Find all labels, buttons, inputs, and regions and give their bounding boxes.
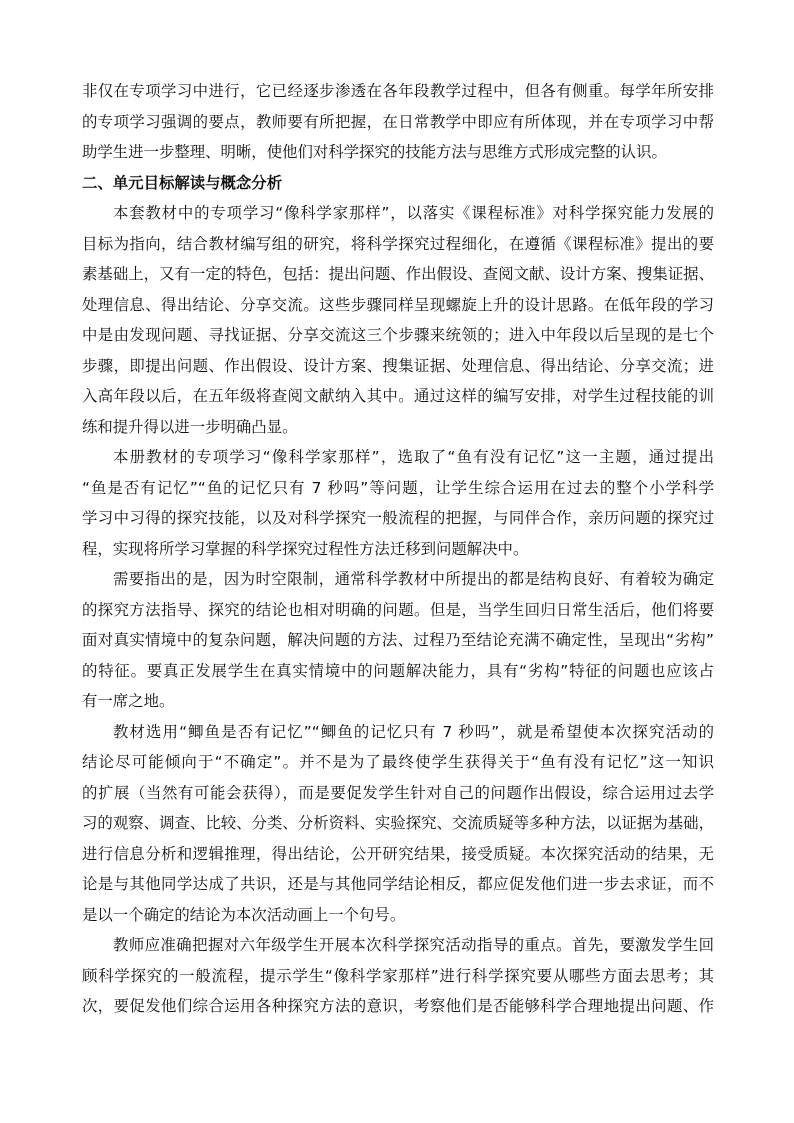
paragraph-line: 的扩展（当然有可能会获得），而是要促发学生针对自己的问题作出假设，综合运用过去学 (82, 783, 714, 802)
paragraph-line: 素基础上，又有一定的特色，包括：提出问题、作出假设、查阅文献、设计方案、搜集证据、 (82, 265, 714, 283)
paragraph-line: 步骤，即提出问题、作出假设、设计方案、搜集证据、处理信息、得出结论、分享交流；进 (82, 356, 714, 375)
paragraph-line: 中是由发现问题、寻找证据、分享交流这三个步骤来统领的；进入中年段以后呈现的是七个 (82, 326, 714, 344)
paragraph-line: 学习中习得的探究技能，以及对科学探究一般流程的把握，与同伴合作，亲历问题的探究过 (82, 509, 714, 527)
paragraph-line: 的探究方法指导、探究的结论也相对明确的问题。但是，当学生回归日常生活后，他们将要 (82, 600, 714, 619)
section-heading: 二、单元目标解读与概念分析 (82, 173, 283, 192)
paragraph-1 (82, 198, 714, 442)
paragraph-line: 教材选用“鲫鱼是否有记忆”“鲫鱼的记忆只有 7 秒吗”，就是希望使本次探究活动的 (113, 722, 714, 741)
paragraph-5 (82, 930, 714, 1022)
paragraph-line: 的特征。要真正发展学生在真实情境中的问题解决能力，具有“劣构”特征的问题也应该占 (82, 661, 714, 680)
intro-paragraph (82, 76, 714, 168)
paragraph-line: 有一席之地。 (82, 692, 175, 710)
paragraph-line: 需要指出的是，因为时空限制，通常科学教材中所提出的都是结构良好、有着较为确定 (113, 570, 714, 588)
paragraph-line: 入高年段以后，在五年级将查阅文献纳入其中。通过这样的编写安排，对学生过程技能的训 (82, 387, 714, 405)
paragraph-line: 本套教材中的专项学习“像科学家那样”，以落实《课程标准》对科学探究能力发展的 (113, 204, 714, 222)
paragraph-line: 助学生进一步整理、明晰，使他们对科学探究的技能方法与思维方式形成完整的认识。 (82, 143, 667, 161)
paragraph-line: 习的观察、调查、比较、分类、分析资料、实验探究、交流质疑等多种方法，以证据为基础， (82, 814, 714, 832)
paragraph-line: 目标为指向，结合教材编写组的研究，将科学探究过程细化，在遵循《课程标准》提出的要 (82, 234, 714, 253)
paragraph-line: 进行信息分析和逻辑推理，得出结论，公开研究结果，接受质疑。本次探究活动的结果，无 (82, 844, 714, 863)
paragraph-line: 结论尽可能倾向于“不确定”。并不是为了最终使学生获得关于“鱼有没有记忆”这一知识 (82, 753, 714, 771)
paragraph-line: 练和提升得以进一步明确凸显。 (82, 417, 298, 436)
paragraph-line: 次，要促发他们综合运用各种探究方法的意识，考察他们是否能够科学合理地提出问题、作 (82, 997, 714, 1015)
paragraph-line: 论是与其他同学达成了共识，还是与其他同学结论相反，都应促发他们进一步去求证，而不 (82, 875, 714, 893)
document-page (82, 76, 714, 1022)
paragraph-line: 处理信息、得出结论、分享交流。这些步骤同样呈现螺旋上升的设计思路。在低年段的学习 (82, 295, 714, 314)
paragraph-line: 非仅在专项学习中进行，它已经逐步渗透在各年段教学过程中，但各有侧重。每学年所安排 (82, 82, 714, 100)
paragraph-2 (82, 442, 714, 564)
paragraph-line: 本册教材的专项学习“像科学家那样”，选取了“鱼有没有记忆”这一主题，通过提出 (113, 448, 714, 466)
paragraph-line: 的专项学习强调的要点，教师要有所把握，在日常教学中即应有所体现，并在专项学习中帮 (82, 112, 714, 131)
paragraph-line: 程，实现将所学习掌握的科学探究过程性方法迁移到问题解决中。 (82, 539, 529, 558)
paragraph-line: “鱼是否有记忆”“鱼的记忆只有 7 秒吗”等问题，让学生综合运用在过去的整个小学科学 (82, 478, 714, 497)
paragraph-line: 面对真实情境中的复杂问题，解决问题的方法、过程乃至结论充满不确定性，呈现出“劣构” (82, 631, 714, 649)
paragraph-line: 教师应准确把握对六年级学生开展本次科学探究活动指导的重点。首先，要激发学生回 (113, 936, 714, 954)
paragraph-4 (82, 717, 714, 931)
paragraph-line: 顾科学探究的一般流程，提示学生“像科学家那样”进行科学探究要从哪些方面去思考；其 (82, 966, 714, 985)
paragraph-3 (82, 564, 714, 717)
paragraph-line: 是以一个确定的结论为本次活动画上一个句号。 (82, 905, 406, 924)
